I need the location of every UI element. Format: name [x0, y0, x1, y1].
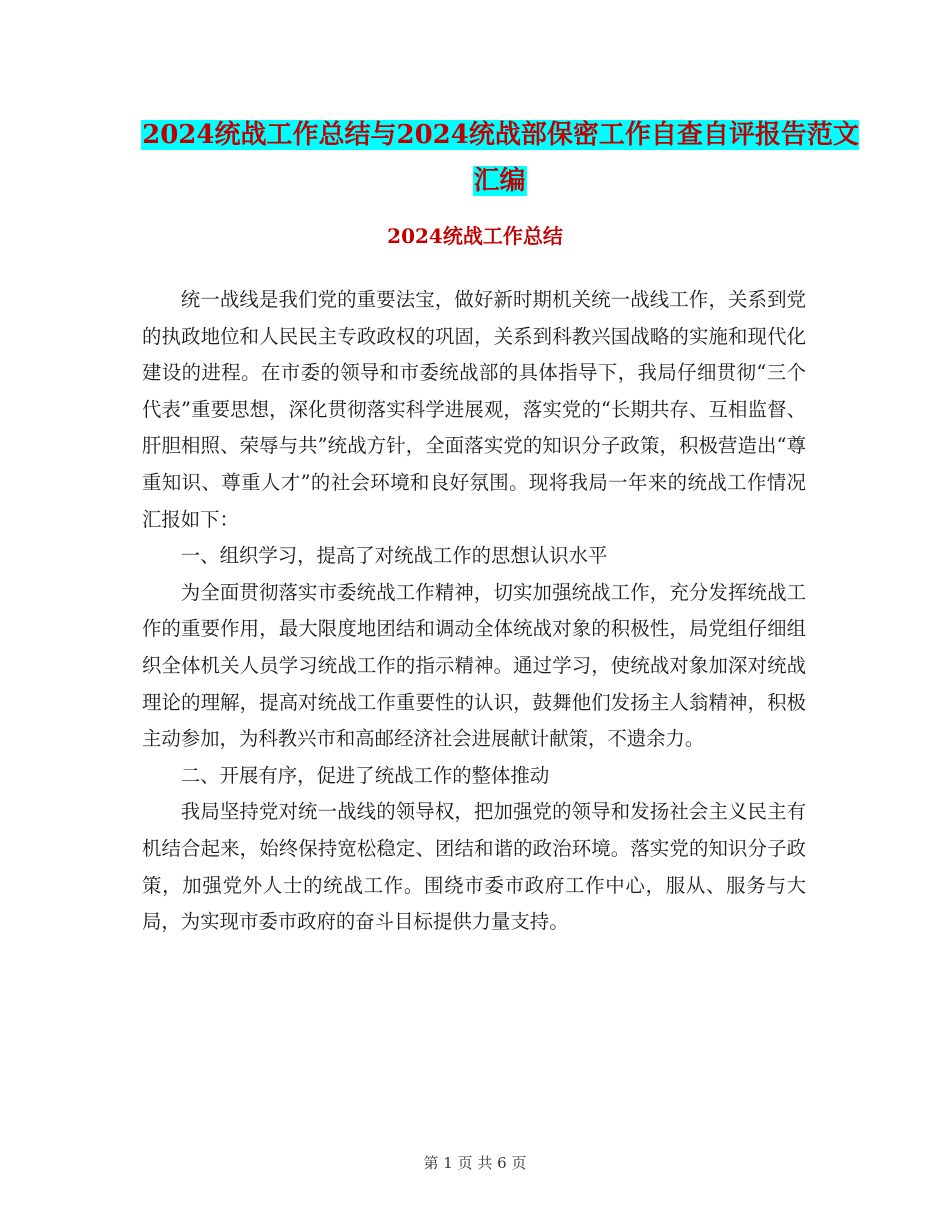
paragraph-intro: 统一战线是我们党的重要法宝，做好新时期机关统一战线工作，关系到党的执政地位和人民民主专政政权的巩固，关系到科教兴国战略的实施和现代化建设的进程。在市委的领导和市委统战部的具体指导下，我局仔细贯彻“三个代表”重要思想，深化贯彻落实科学进展观，落实党的“长期共存、互相监督、肝胆相照、荣辱与共”统战方针，全面落实党的知识分子政策，积极营造出“尊重知识、尊重人才”的社会环境和良好氛围。现将我局一年来的统战工作情况汇报如下：: [142, 288, 806, 531]
section-title: 2024统战工作总结: [387, 224, 563, 248]
document-title: [140, 112, 860, 204]
document-title-text: 2024统战工作总结与2024统战部保密工作自查自评报告范文汇编: [142, 120, 859, 196]
heading-section-2: 二、开展有序，促进了统战工作的整体推动: [180, 763, 550, 787]
paragraph-section-2: 我局坚持党对统一战线的领导权，把加强党的领导和发扬社会主义民主有机结合起来，始终保持宽松稳定、团结和谐的政治环境。落实党的知识分子政策，加强党外人士的统战工作。围绕市委市政府工作中心，服从、服务与大局，为实现市委市政府的奋斗目标提供力量支持。: [142, 800, 806, 934]
document-body: [142, 282, 806, 941]
heading-section-1: 一、组织学习，提高了对统战工作的思想认识水平: [180, 544, 608, 568]
paragraph-section-1: 为全面贯彻落实市委统战工作精神，切实加强统战工作，充分发挥统战工作的重要作用，最大限度地团结和调动全体统战对象的积极性，局党组仔细组织全体机关人员学习统战工作的指示精神。通过学习，使统战对象加深对统战理论的理解，提高对统战工作重要性的认识，鼓舞他们发扬主人翁精神，积极主动参加，为科教兴市和高邮经济社会进展献计献策，不遗余力。: [142, 580, 806, 751]
page-number-footer: 第 1 页 共 6 页: [423, 1154, 527, 1172]
